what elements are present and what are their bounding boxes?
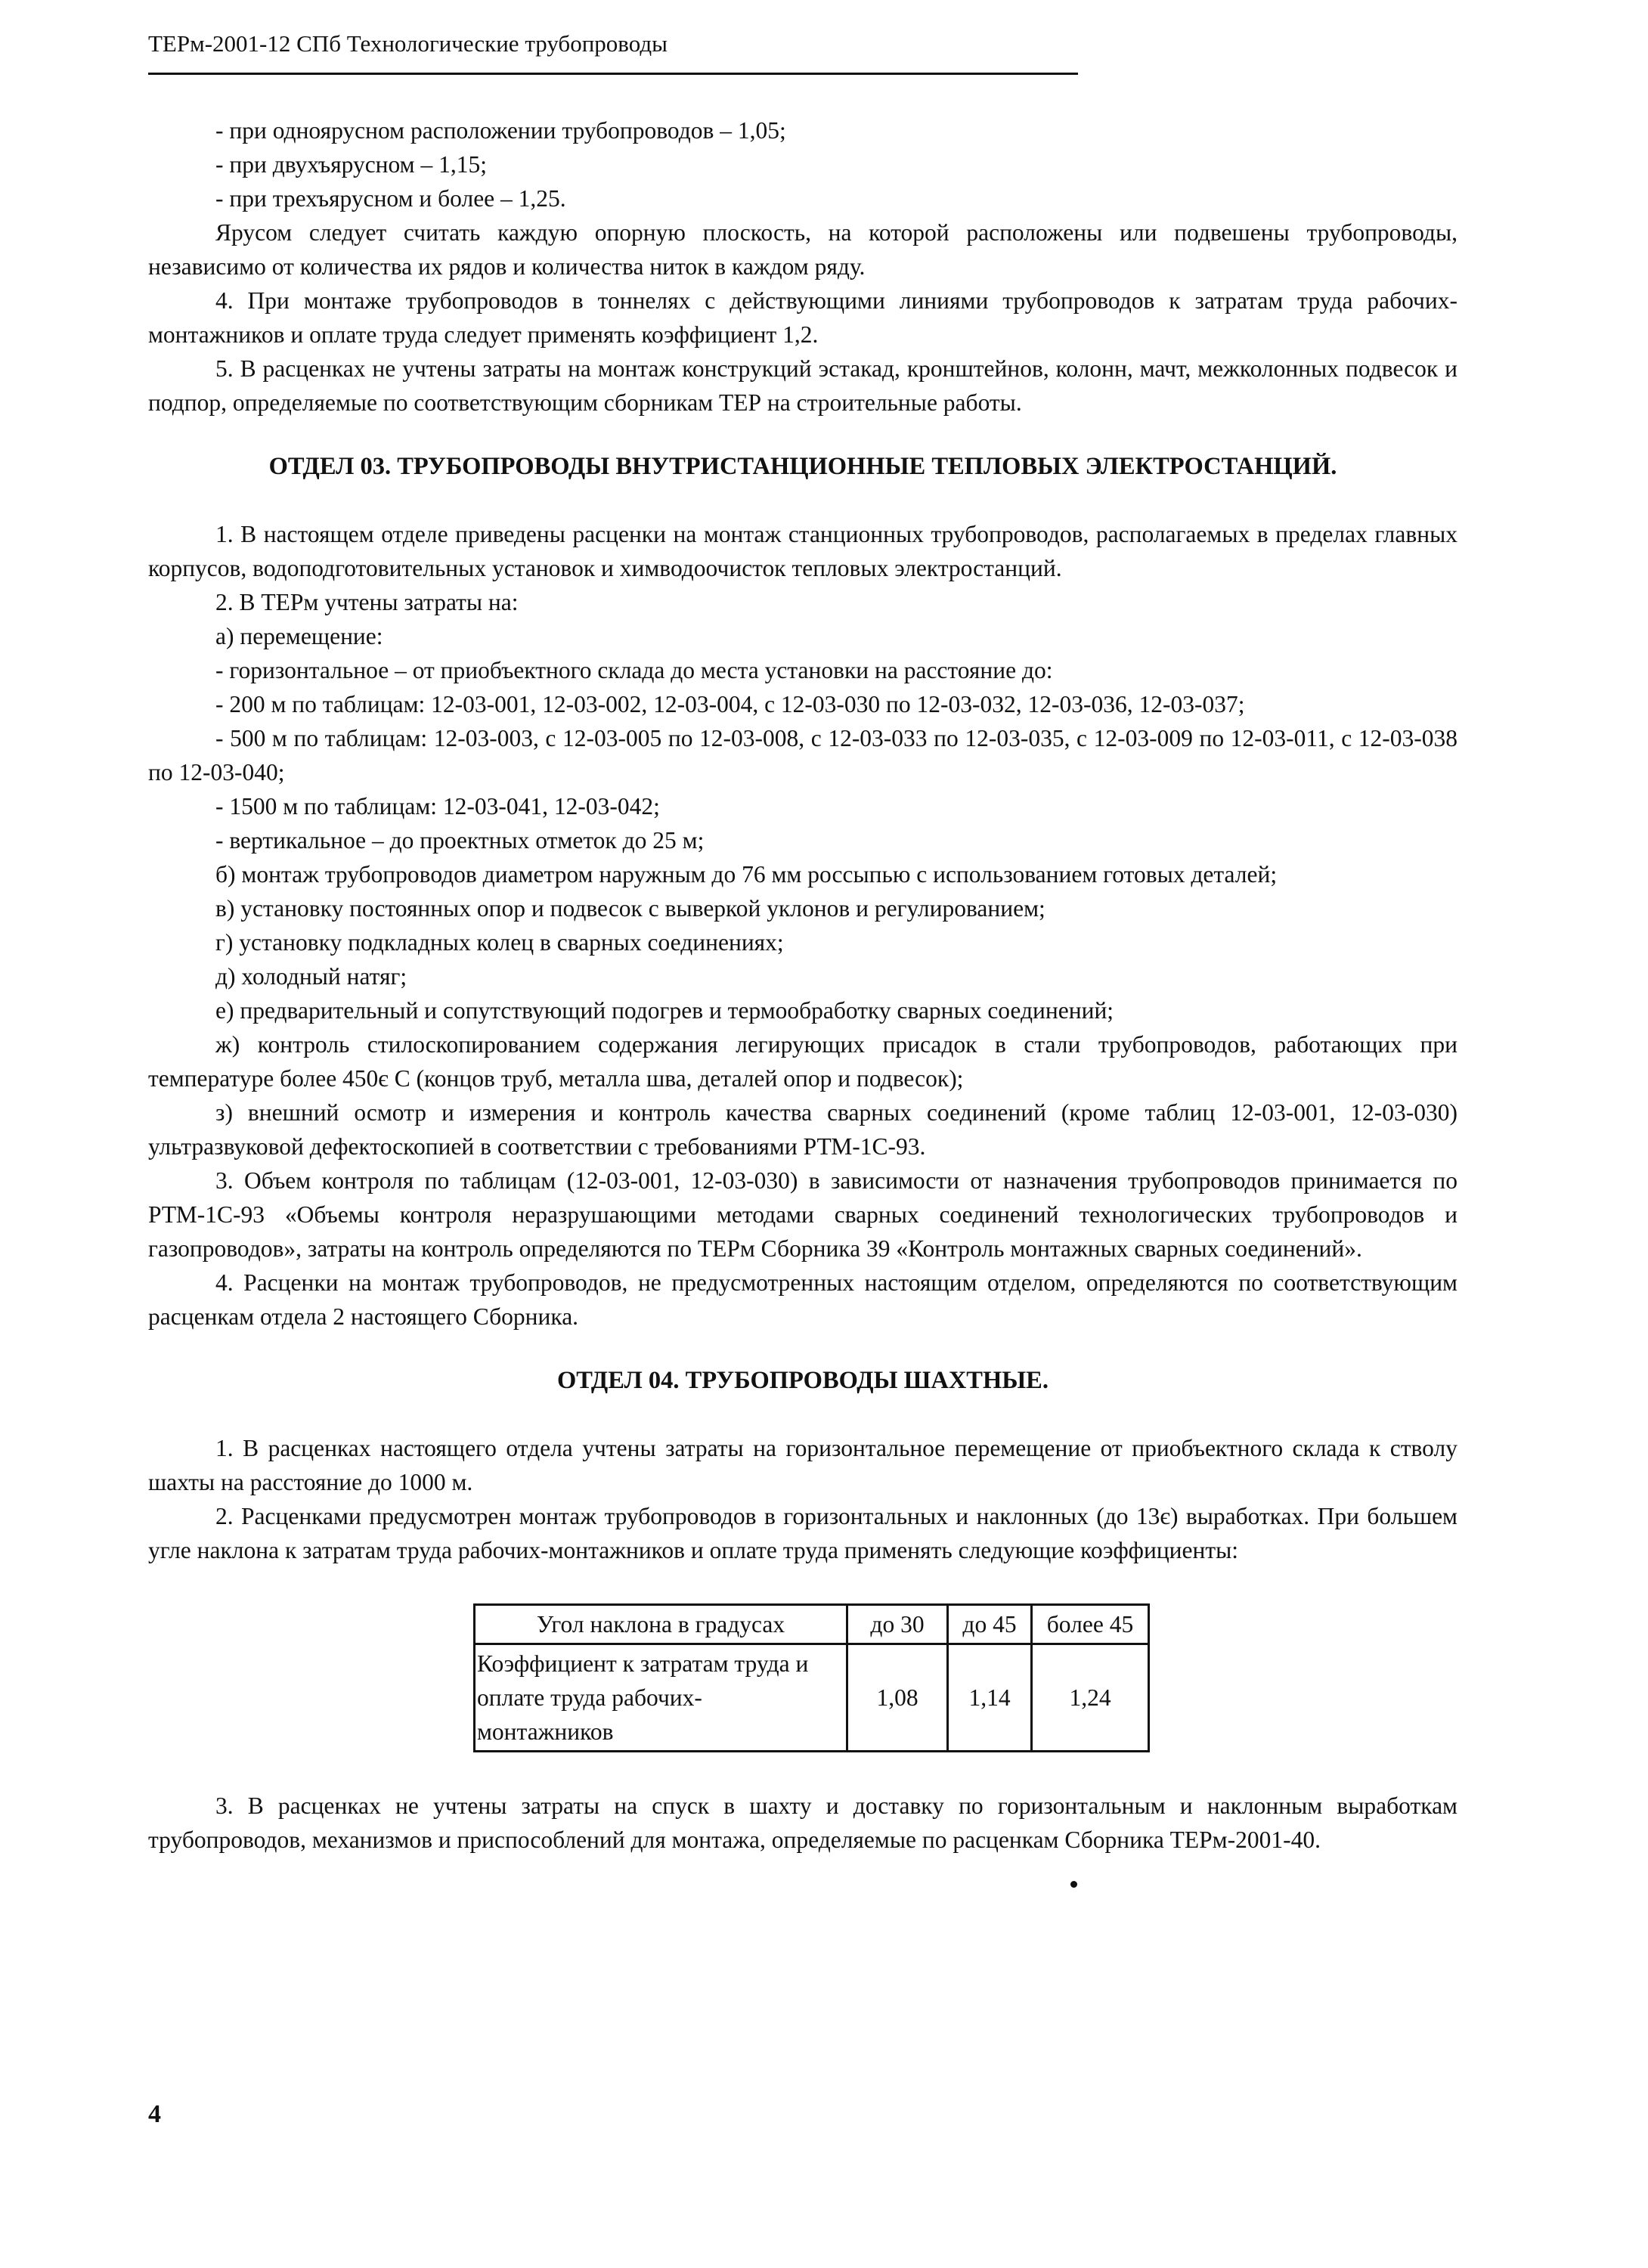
s03-item-g: г) установку подкладных колец в сварных соединениях; [215,929,784,956]
s03-item-zh: ж) контроль стилоскопированием содержания легирующих присадок в стали трубопроводов, работающих при температуре более 450є С (концов труб, металла шва, деталей опор и подвесок); [148,1031,1457,1092]
table-cell: 1,14 [948,1644,1032,1752]
page-body [148,113,1457,1857]
table-column-header: до 30 [847,1605,948,1644]
s03-item-e: е) предварительный и сопутствующий подогрев и термообработку сварных соединений; [215,997,1114,1024]
coefficient-table [473,1603,1150,1752]
s03-item-d: д) холодный натяг; [215,963,407,990]
running-header: ТЕРм-2001-12 СПб Технологические трубопроводы [148,30,668,57]
table-header-label: Угол наклона в градусах [475,1605,847,1644]
s03-distance-1500: - 1500 м по таблицам: 12-03-041, 12-03-042; [215,793,660,820]
header-rule [148,73,1078,75]
tier-note: Ярусом следует считать каждую опорную плоскость, на которой расположены или подвешены трубопроводы, независимо от количества их рядов и количества ниток в каждом ряду. [148,219,1457,280]
intro-line-1: - при одноярусном расположении трубопроводов – 1,05; [215,117,786,144]
s04-paragraph-1: 1. В расценках настоящего отдела учтены затраты на горизонтальное перемещение от приобъектного склада к стволу шахты на расстояние до 1000 м. [148,1435,1457,1495]
intro-line-3: - при трехъярусном и более – 1,25. [215,185,566,212]
intro-paragraph-4: 4. При монтаже трубопроводов в тоннелях с действующими линиями трубопроводов к затратам труда рабочих-монтажников и оплате труда следует применять коэффициент 1,2. [148,287,1457,348]
s04-paragraph-3: 3. В расценках не учтены затраты на спуск в шахту и доставку по горизонтальным и наклонным выработкам трубопроводов, механизмов и приспособлений для монтажа, определяемые по расценкам Сборника ТЕРм-2001-40. [148,1792,1457,1853]
table-header-row [475,1605,1149,1644]
table-row-label: Коэффициент к затратам труда и оплате труда рабочих-монтажников [475,1644,847,1752]
s03-distance-200: - 200 м по таблицам: 12-03-001, 12-03-002, 12-03-004, с 12-03-030 по 12-03-032, 12-03-036, 12-03-037; [215,691,1245,717]
page-number: 4 [148,2100,161,2128]
s03-paragraph-4: 4. Расценки на монтаж трубопроводов, не предусмотренных настоящим отделом, определяются по соответствующим расценкам отдела 2 настоящего Сборника. [148,1269,1457,1330]
s03-paragraph-1: 1. В настоящем отделе приведены расценки на монтаж станционных трубопроводов, располагаемых в пределах главных корпусов, водоподготовительных установок и химводоочисток тепловых электростанций. [148,521,1457,581]
s03-item-z: з) внешний осмотр и измерения и контроль качества сварных соединений (кроме таблиц 12-03-001, 12-03-030) ультразвуковой дефектоскопией в соответствии с требованиями РТМ-1С-93. [148,1099,1457,1160]
s03-paragraph-2: 2. В ТЕРм учтены затраты на: [215,589,519,615]
s03-horizontal: - горизонтальное – от приобъектного склада до места установки на расстояние до: [215,657,1053,683]
s03-item-a: а) перемещение: [215,623,383,649]
s03-vertical: - вертикальное – до проектных отметок до 25 м; [215,827,705,854]
scan-speck [1070,1881,1077,1888]
s03-item-v: в) установку постоянных опор и подвесок с выверкой уклонов и регулированием; [215,895,1045,922]
s03-distance-500: - 500 м по таблицам: 12-03-003, с 12-03-005 по 12-03-008, с 12-03-033 по 12-03-035, с 12-03-009 по 12-03-011, с 12-03-038 по 12-03-040; [148,725,1457,785]
s03-item-b: б) монтаж трубопроводов диаметром наружным до 76 мм россыпью с использованием готовых деталей; [215,861,1278,888]
intro-line-2: - при двухъярусном – 1,15; [215,151,487,178]
table-cell: 1,24 [1032,1644,1149,1752]
s04-paragraph-2: 2. Расценками предусмотрен монтаж трубопроводов в горизонтальных и наклонных (до 13є) выработках. При большем угле наклона к затратам труда рабочих-монтажников и оплате труда применять следующие коэффициенты: [148,1503,1457,1563]
intro-paragraph-5: 5. В расценках не учтены затраты на монтаж конструкций эстакад, кронштейнов, колонн, мачт, межколонных подвесок и подпор, определяемые по соответствующим сборникам ТЕР на строительные работы. [148,355,1457,416]
section-04-heading: ОТДЕЛ 04. ТРУБОПРОВОДЫ ШАХТНЫЕ. [557,1367,1049,1394]
section-03-heading: ОТДЕЛ 03. ТРУБОПРОВОДЫ ВНУТРИСТАНЦИОННЫЕ ТЕПЛОВЫХ ЭЛЕКТРОСТАНЦИЙ. [268,453,1337,480]
s03-paragraph-3: 3. Объем контроля по таблицам (12-03-001, 12-03-030) в зависимости от назначения трубопроводов принимается по РТМ-1С-93 «Объемы контроля неразрушающими методами сварных соединений технологических трубопроводов и газопроводов», затраты на контроль определяются по ТЕРм Сборника 39 «Контроль монтажных сварных соединений». [148,1167,1457,1262]
table-cell: 1,08 [847,1644,948,1752]
table-column-header: до 45 [948,1605,1032,1644]
table-column-header: более 45 [1032,1605,1149,1644]
table-row [475,1644,1149,1752]
